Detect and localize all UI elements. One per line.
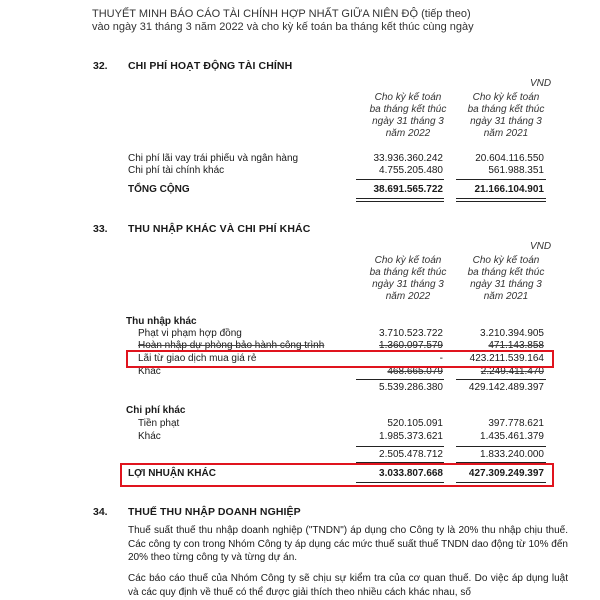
col-header-line: năm 2021 [483,291,529,302]
subtotal-rule [456,179,546,180]
col-header-line: năm 2022 [385,128,431,139]
income-total-2021: 429.142.489.397 [468,382,544,393]
table-cell-2022: 1.360.097.579 [379,340,443,351]
table-row-label: Chi phí lãi vay trái phiếu và ngân hàng [128,153,299,164]
table-cell-2022: 520.105.091 [387,418,443,429]
col-header-line: ngày 31 tháng 3 [372,116,444,127]
col-header-line: ba tháng kết thúc [467,267,545,278]
col-header-line: ngày 31 tháng 3 [470,279,542,290]
col-header-line: ngày 31 tháng 3 [372,279,444,290]
highlight-other-profit-row [120,463,554,487]
section-32-col-2022-header [358,92,458,140]
total-2022: 38.691.565.722 [373,184,443,195]
col-header-line: ngày 31 tháng 3 [470,116,542,127]
table-cell-2021: 423.211.539.164 [469,353,544,364]
table-row-label: Khác [138,366,161,377]
subtotal-rule [356,379,444,380]
section-34-title: THUẾ THU NHẬP DOANH NGHIỆP [128,506,301,518]
total-2021: 21.166.104.901 [474,184,544,195]
col-header-line: Cho kỳ kế toán [374,255,442,266]
section-34-number: 34. [93,506,108,518]
table-cell-2021: 397.778.621 [488,418,544,429]
report-header-subtitle: vào ngày 31 tháng 3 năm 2022 và cho kỳ kế toán ba tháng kết thúc cùng ngày [92,21,474,33]
table-cell-2021: 1.435.461.379 [480,431,544,442]
section-34-paragraph-2: Các báo cáo thuế của Nhóm Công ty sẽ chịu sự kiểm tra của cơ quan thuế. Do việc áp dụng luật và các quy định về thuế có thể được giải thích theo nhiều cách khác nhau, số [128,573,568,598]
table-cell-2021: 3.210.394.905 [480,328,544,339]
table-row-label: Hoàn nhập dự phòng bảo hành công trình [138,340,325,351]
income-total-2022: 5.539.286.380 [379,382,443,393]
table-row-label: Phạt vi phạm hợp đồng [138,328,242,339]
section-33-col-2021-header [456,255,556,303]
section-32-unit: VND [530,78,552,89]
table-cell-2022: 1.985.373.621 [379,431,443,442]
table-cell-2022: 4.755.205.480 [379,165,443,176]
col-header-line: Cho kỳ kế toán [472,255,540,266]
subtotal-rule [456,379,546,380]
expense-total-2022: 2.505.478.712 [379,449,443,460]
table-cell-2021: 2.249.411.470 [480,366,544,377]
table-row-label: Tiền phạt [138,418,180,429]
section-33-title: THU NHẬP KHÁC VÀ CHI PHÍ KHÁC [128,223,311,235]
table-cell-2021: 561.988.351 [488,165,544,176]
expense-total-2021: 1.833.240.000 [480,449,544,460]
profit-2021: 427.309.249.397 [468,468,544,479]
table-cell-2022: 468.665.079 [387,366,443,377]
section-33-col-2022-header [358,255,458,303]
table-row-label: Khác [138,431,161,442]
subtotal-rule [456,446,546,447]
col-header-line: năm 2022 [385,291,431,302]
expense-heading: Chi phí khác [126,405,186,416]
table-cell-2021: 20.604.116.550 [475,153,544,164]
col-header-line: Cho kỳ kế toán [374,92,442,103]
section-32-number: 32. [93,60,108,72]
report-header-title: THUYẾT MINH BÁO CÁO TÀI CHÍNH HỢP NHẤT GIỮA NIÊN ĐỘ (tiếp theo) [92,8,471,20]
table-row-label: Chi phí tài chính khác [128,165,225,176]
section-33-unit: VND [530,241,552,252]
total-label: TỔNG CỘNG [128,184,190,195]
section-34-paragraph-1: Thuế suất thuế thu nhập doanh nghiệp ("TNDN") áp dụng cho Công ty là 20% thu nhập chịu thuế. Các công ty con trong Nhóm Công ty áp dụng các mức thuế suất thuế TNDN dao động từ 10% đến 20% theo từng công ty và từng dự án. [128,525,568,563]
col-header-line: ba tháng kết thúc [467,104,545,115]
subtotal-rule [356,446,444,447]
total-double-rule [356,198,444,202]
table-cell-2022: 33.936.360.242 [373,153,443,164]
table-cell-2022: 3.710.523.722 [379,328,443,339]
subtotal-rule [356,179,444,180]
profit-2022: 3.033.807.668 [379,468,443,479]
section-33-number: 33. [93,223,108,235]
col-header-line: ba tháng kết thúc [369,267,447,278]
table-row-label: Lãi từ giao dịch mua giá rẻ [138,353,257,364]
col-header-line: năm 2021 [483,128,529,139]
col-header-line: ba tháng kết thúc [369,104,447,115]
total-double-rule [456,198,546,202]
income-heading: Thu nhập khác [126,316,197,327]
section-32-col-2021-header [456,92,556,140]
table-cell-2022: - [439,353,443,364]
table-cell-2021: 471.143.858 [488,340,544,351]
profit-label: LỢI NHUẬN KHÁC [128,468,216,479]
section-32-title: CHI PHÍ HOẠT ĐỘNG TÀI CHÍNH [128,60,293,72]
highlight-bargain-purchase-row [126,350,554,368]
col-header-line: Cho kỳ kế toán [472,92,540,103]
